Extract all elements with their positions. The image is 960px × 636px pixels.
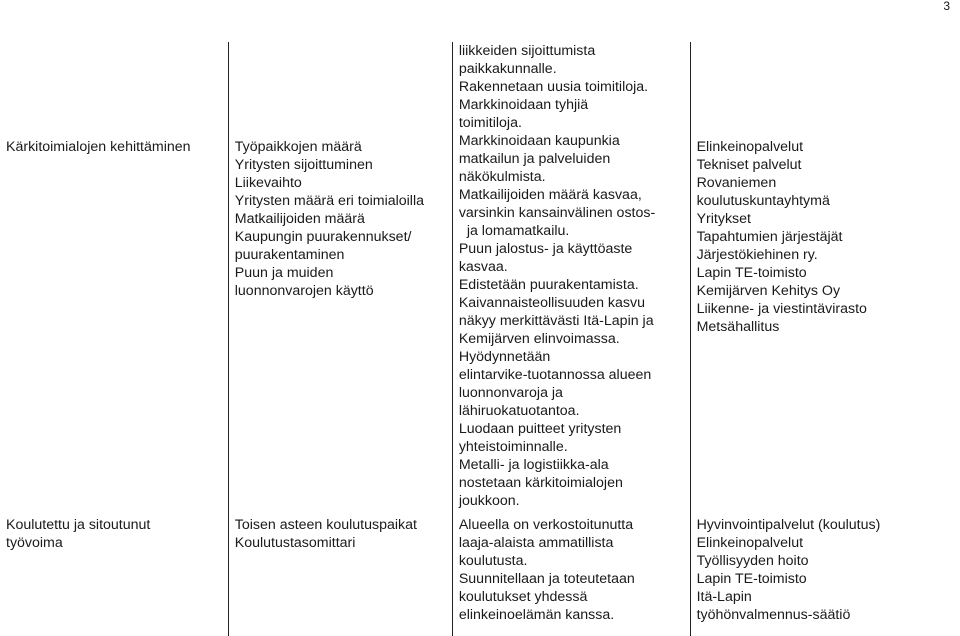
partner-line: Tapahtumien järjestäjät: [696, 229, 843, 245]
action-line: paikkakunnalle.: [458, 61, 557, 77]
indicator-line: Matkailijoiden määrä: [234, 211, 365, 227]
partner-line: Itä-Lapin: [696, 589, 752, 605]
indicator-line: luonnonvarojen käyttö: [234, 283, 374, 299]
indicator-line: Toisen asteen koulutuspaikat: [234, 517, 417, 533]
partner-line: Kemijärven Kehitys Oy: [696, 283, 841, 299]
partner-line: työhönvalmennus-säätiö: [696, 607, 851, 623]
action-line: nostetaan kärkitoimialojen: [458, 475, 623, 491]
partner-line: Liikenne- ja viestintävirasto: [696, 301, 867, 317]
action-line: Suunnitellaan ja toteutetaan: [458, 571, 635, 587]
actions-cell: [452, 42, 690, 512]
action-line: Rakennetaan uusia toimitiloja.: [458, 79, 649, 95]
partner-line: Hyvinvointipalvelut (koulutus): [696, 517, 881, 533]
indicator-line: Yritysten sijoittuminen: [234, 157, 373, 173]
action-line: elintarvike-tuotannossa alueen: [458, 367, 652, 383]
action-line: elinkeinoelämän kanssa.: [458, 607, 615, 623]
partner-line: Metsähallitus: [696, 319, 780, 335]
action-line: matkailun ja palveluiden: [458, 151, 611, 167]
action-line: yhteistoiminnalle.: [458, 439, 568, 455]
partner-line: Työllisyyden hoito: [696, 553, 809, 569]
partner-line: koulutuskuntayhtymä: [696, 193, 830, 209]
indicator-line: Koulutustasomittari: [234, 535, 356, 551]
partner-line: Elinkeinopalvelut: [696, 139, 804, 155]
action-line: Hyödynnetään: [458, 349, 551, 365]
action-line: joukkoon.: [458, 493, 520, 509]
page-number: 3: [943, 0, 950, 13]
partner-line: Lapin TE-toimisto: [696, 265, 807, 281]
actions-cell: [452, 512, 690, 636]
partners-cell: [690, 42, 960, 512]
action-line: varsinkin kansainvälinen ostos-: [458, 205, 656, 221]
partner-line: Yritykset: [696, 211, 751, 227]
area-cell: [0, 512, 228, 636]
action-line: ja lomamatkailu.: [466, 223, 570, 239]
action-line: Luodaan puitteet yritysten: [458, 421, 622, 437]
area-cell: [0, 42, 228, 512]
area-line: Koulutettu ja sitoutunut: [6, 517, 151, 533]
action-line: Kaivannaisteollisuuden kasvu: [458, 295, 645, 311]
partner-line: Elinkeinopalvelut: [696, 535, 804, 551]
area-text: Kärkitoimialojen kehittäminen: [6, 139, 191, 155]
action-line: Alueella on verkostoitunutta: [458, 517, 634, 533]
partner-line: Rovaniemen: [696, 175, 777, 191]
action-line: Markkinoidaan tyhjiä: [458, 97, 589, 113]
indicators-cell: [228, 42, 452, 512]
action-line: toimitiloja.: [458, 115, 522, 131]
indicator-line: Puun ja muiden: [234, 265, 334, 281]
action-line: Metalli- ja logistiikka-ala: [458, 457, 609, 473]
indicators-cell: [228, 512, 452, 636]
action-line: koulutusta.: [458, 553, 528, 569]
partner-line: Järjestökiehinen ry.: [696, 247, 818, 263]
partner-line: Lapin TE-toimisto: [696, 571, 807, 587]
indicator-line: Yritysten määrä eri toimialoilla: [234, 193, 424, 209]
action-line: näkyy merkittävästi Itä-Lapin ja: [458, 313, 654, 329]
partners-cell: [690, 512, 960, 636]
action-line: Matkailijoiden määrä kasvaa,: [458, 187, 642, 203]
indicator-line: puurakentaminen: [234, 247, 345, 263]
table-row: [0, 42, 960, 512]
action-line: Edistetään puurakentamista.: [458, 277, 639, 293]
action-line: koulutukset yhdessä: [458, 589, 588, 605]
action-line: lähiruokatuotantoa.: [458, 403, 580, 419]
action-line: näkökulmista.: [458, 169, 546, 185]
indicator-line: Liikevaihto: [234, 175, 302, 191]
action-line: kasvaa.: [458, 259, 508, 275]
indicator-line: Kaupungin puurakennukset/: [234, 229, 412, 245]
area-line: työvoima: [6, 535, 63, 551]
partner-line: Tekniset palvelut: [696, 157, 802, 173]
action-line: Kemijärven elinvoimassa.: [458, 331, 620, 347]
table-row: [0, 512, 960, 636]
plan-table: [0, 42, 960, 636]
action-line: Markkinoidaan kaupunkia: [458, 133, 620, 149]
action-line: laaja-alaista ammatillista: [458, 535, 614, 551]
indicator-line: Työpaikkojen määrä: [234, 139, 362, 155]
action-line: Puun jalostus- ja käyttöaste: [458, 241, 633, 257]
action-line: liikkeiden sijoittumista: [458, 43, 596, 59]
action-line: luonnonvaroja ja: [458, 385, 563, 401]
